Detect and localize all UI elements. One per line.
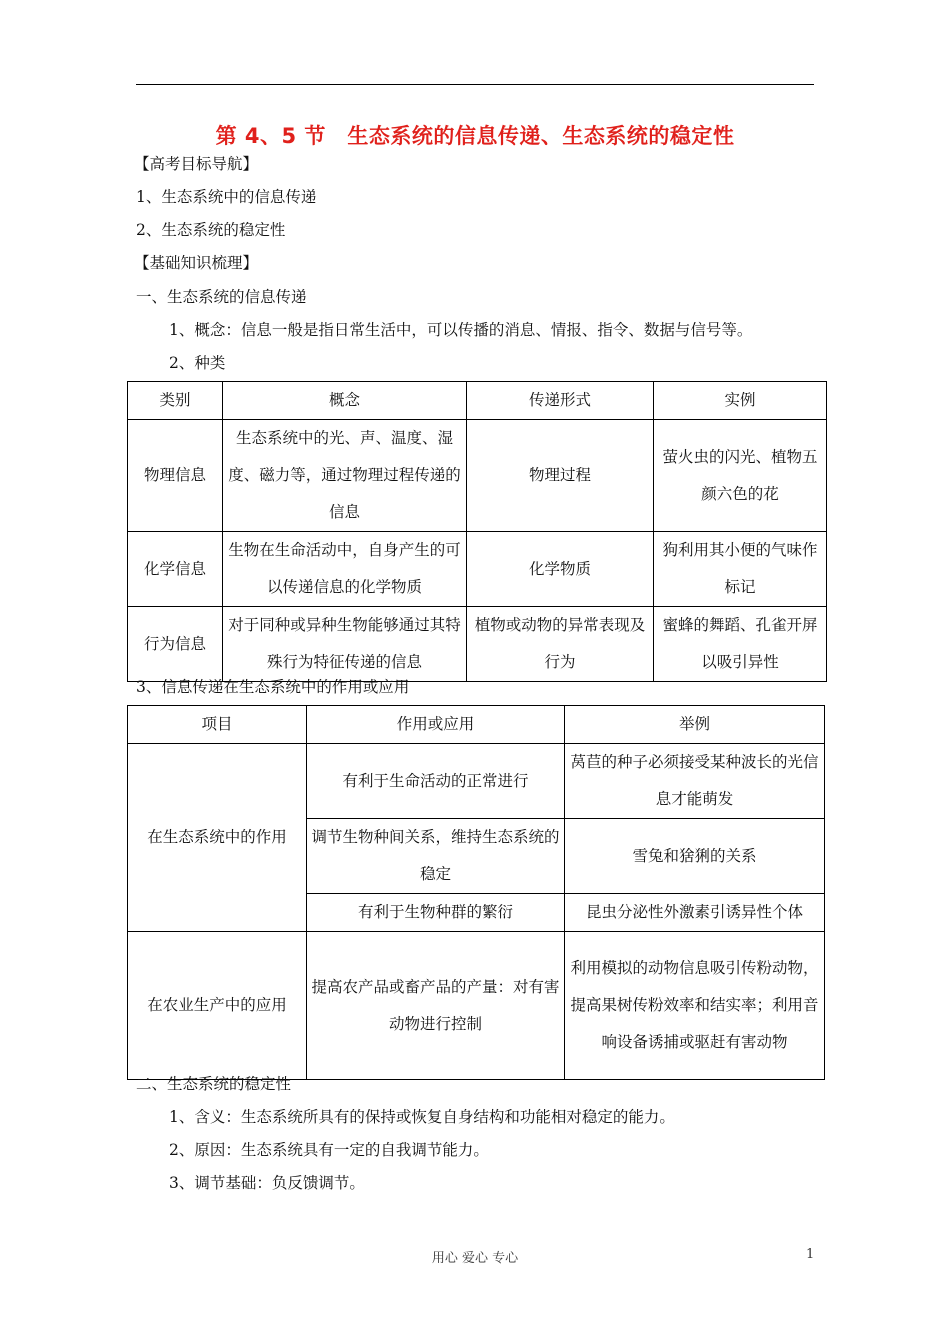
page-title: 第 4、5 节 生态系统的信息传递、生态系统的稳定性 (215, 124, 735, 148)
table-row (128, 744, 825, 819)
group-cell: 在生态系统中的作用 (128, 744, 307, 932)
type-cell: 行为信息 (128, 607, 223, 682)
meaning-line: 1、含义：生态系统所具有的保持或恢复自身结构和功能相对稳定的能力。 (169, 1108, 675, 1126)
form-cell: 物理过程 (467, 420, 654, 532)
type-cell: 化学信息 (128, 532, 223, 607)
table-row (128, 607, 827, 682)
example-cell: 莴苣的种子必须接受某种波长的光信息才能萌发 (565, 744, 825, 819)
example-cell: 昆虫分泌性外激素引诱异性个体 (565, 894, 825, 932)
role-cell: 有利于生物种群的繁衍 (307, 894, 565, 932)
concept-cell: 生态系统中的光、声、温度、湿度、磁力等，通过物理过程传递的信息 (223, 420, 467, 532)
header-cell: 传递形式 (467, 382, 654, 420)
type-cell: 物理信息 (128, 420, 223, 532)
table-header-row (128, 382, 827, 420)
example-cell: 萤火虫的闪光、植物五颜六色的花 (654, 420, 827, 532)
role-cell: 提高农产品或畜产品的产量：对有害动物进行控制 (307, 932, 565, 1080)
table-row (128, 932, 825, 1080)
table-row (128, 420, 827, 532)
example-cell: 蜜蜂的舞蹈、孔雀开屏以吸引异性 (654, 607, 827, 682)
page-number: 1 (806, 1247, 815, 1262)
header-cell: 项目 (128, 706, 307, 744)
form-cell: 化学物质 (467, 532, 654, 607)
header-cell: 实例 (654, 382, 827, 420)
concept-cell: 生物在生命活动中，自身产生的可以传递信息的化学物质 (223, 532, 467, 607)
example-cell: 雪兔和猞猁的关系 (565, 819, 825, 894)
role-cell: 有利于生命活动的正常进行 (307, 744, 565, 819)
goal-header: 【高考目标导航】 (134, 155, 259, 173)
kinds-line: 2、种类 (169, 354, 226, 372)
example-cell: 利用模拟的动物信息吸引传粉动物，提高果树传粉效率和结实率；利用音响设备诱捕或驱赶有害动物 (565, 932, 825, 1080)
section-1-heading: 一、生态系统的信息传递 (136, 288, 307, 306)
goal-item-1: 1、生态系统中的信息传递 (136, 188, 317, 206)
form-cell: 植物或动物的异常表现及行为 (467, 607, 654, 682)
header-cell: 举例 (565, 706, 825, 744)
section-2-heading: 二、生态系统的稳定性 (136, 1075, 292, 1093)
info-types-table (127, 381, 827, 682)
header-cell: 作用或应用 (307, 706, 565, 744)
concept-cell: 对于同种或异种生物能够通过其特殊行为特征传递的信息 (223, 607, 467, 682)
example-cell: 狗利用其小便的气味作标记 (654, 532, 827, 607)
roles-line: 3、信息传递在生态系统中的作用或应用 (136, 678, 410, 696)
goal-item-2: 2、生态系统的稳定性 (136, 221, 286, 239)
basis-line: 3、调节基础：负反馈调节。 (169, 1174, 365, 1192)
group-cell: 在农业生产中的应用 (128, 932, 307, 1080)
basic-header: 【基础知识梳理】 (134, 254, 259, 272)
info-roles-table (127, 705, 825, 1080)
concept-line: 1、概念：信息一般是指日常生活中，可以传播的消息、情报、指令、数据与信号等。 (169, 321, 753, 339)
footer-motto: 用心 爱心 专心 (431, 1251, 519, 1266)
reason-line: 2、原因：生态系统具有一定的自我调节能力。 (169, 1141, 489, 1159)
header-cell: 概念 (223, 382, 467, 420)
header-cell: 类别 (128, 382, 223, 420)
table-header-row (128, 706, 825, 744)
role-cell: 调节生物种间关系，维持生态系统的稳定 (307, 819, 565, 894)
table-row (128, 532, 827, 607)
header-rule (136, 84, 814, 85)
